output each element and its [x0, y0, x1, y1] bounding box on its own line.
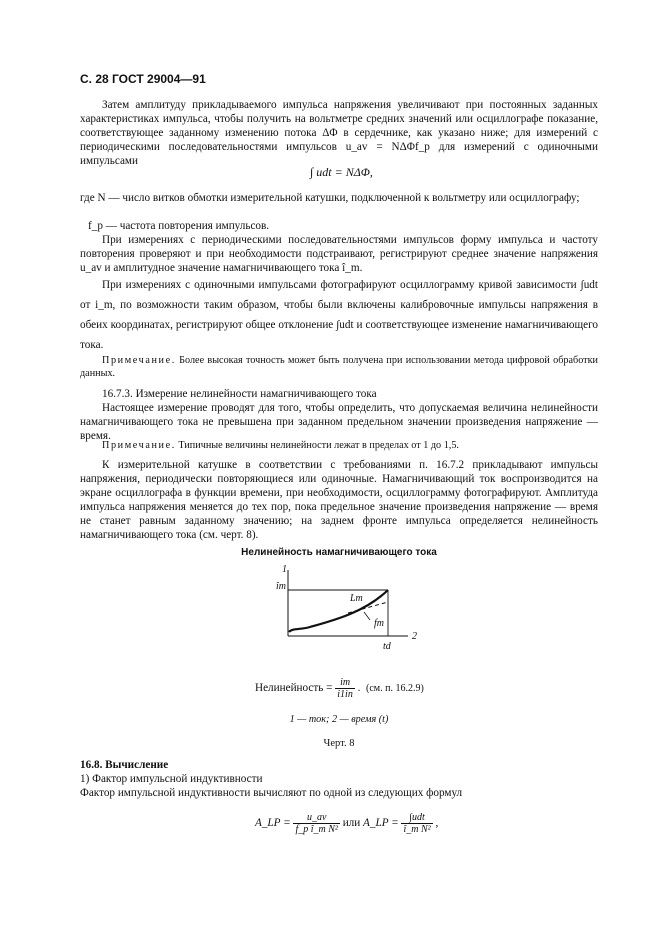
axis-label-current: 1: [282, 564, 287, 575]
page-header: С. 28 ГОСТ 29004—91: [80, 72, 206, 86]
figure-legend: 1 — ток; 2 — время (t): [289, 714, 389, 725]
formula-alp: [255, 808, 438, 838]
nonlinearity-reference: (см. п. 16.2.9): [366, 683, 424, 694]
label-lm: Lm: [350, 593, 363, 604]
formula-tail: ,: [435, 817, 439, 829]
definition-n: где N — число витков обмотки измерительной катушки, подключенной к вольтметру или осциллографу;: [80, 192, 580, 204]
paragraph-nonlinearity: Настоящее измерение проводят для того, чтобы определить, что допускаемая величина нелинейности намагничивающего тока не превышена при заданном предельном значении произведения напряжение — время.: [80, 402, 598, 442]
nonlinearity-fraction: [335, 677, 355, 700]
formula-den-1: f_p î_m N²: [295, 823, 338, 835]
axis-label-time: 2: [412, 631, 417, 642]
nonlinearity-label: Нелинейность =: [255, 682, 333, 694]
formula-lhs-2: A_LP =: [363, 817, 399, 829]
note-2-text: Типичные величины нелинейности лежат в пределах от 1 до 1,5.: [178, 440, 459, 451]
formula-num-2: ∫udt: [401, 812, 432, 824]
paragraph-procedure: К измерительной катушке в соответствии с требованиями п. 16.7.2 прикладывают импульсы напряжения, периодически повторяющиеся или одиночные. Намагничивающий ток воспроизводится на экране осциллографа в функции времени, при необходимости, осциллограмму фотографируют. Амплитуда импульса напряжения меняется до тех пор, пока предельное значение произведения напряжение — время не станет равным заданному значению; на заднем фронте импульса определяется нелинейность намагничивающего тока (см. черт. 8).: [80, 459, 598, 541]
note-1-label: Примечание.: [102, 355, 176, 366]
paragraph-periodic: При измерениях с периодическими последовательностями импульсов форму импульса и частоту повторения проверяют и при необходимости подстраивают, регистрируют среднее значение напряжения u_av и амплитудное значение намагничивающего тока î_m.: [80, 234, 598, 274]
formula-fraction-2: [401, 812, 432, 835]
paragraph-formulas-intro: Фактор импульсной индуктивности вычисляют по одной из следующих формул: [80, 787, 463, 799]
paragraph-amplitude: Затем амплитуду прикладываемого импульса напряжения увеличивают при постоянных заданных характеристиках импульса, чтобы получить на вольтметре средних значений или осциллографе показание, соответствующее заданному изменению потока ΔΦ в сердечнике, как указано ниже; для измерений с периодическими последовательностями импульсов u_av = NΔΦf_p для измерений с одиночными импульсами: [80, 99, 598, 167]
item-1: 1) Фактор импульсной индуктивности: [80, 773, 263, 785]
nonlinearity-denominator: i1in: [337, 688, 353, 700]
note-1-text: Более высокая точность может быть получена при использовании метода цифровой обработки данных.: [80, 355, 599, 379]
paragraph-single: При измерениях с одиночными импульсами фотографируют осциллограмму кривой зависимости ∫udt от i_m, по возможности таким образом, чтобы были включены калибровочные импульсы напряжения в обеих координатах, регистрируют общее отклонение ∫udt и соответствующее изменение намагничивающего тока.: [80, 279, 598, 351]
figure-title: Нелинейность намагничивающего тока: [241, 547, 437, 558]
formula-or: или: [342, 817, 361, 829]
formula-integral: ∫ udt = NΔΦ,: [310, 165, 373, 179]
nonlinearity-figure: [270, 562, 420, 662]
formula-lhs-1: A_LP =: [255, 817, 291, 829]
note-2: [102, 439, 459, 453]
label-td: td: [383, 641, 391, 652]
fm-leader: [364, 612, 370, 620]
section-16-7-3: 16.7.3. Измерение нелинейности намагничивающего тока: [102, 388, 377, 400]
figure-caption: Черт. 8: [323, 738, 355, 749]
nonlinearity-numerator: im: [335, 677, 355, 689]
formula-fraction-1: [293, 812, 339, 835]
label-fm: fm: [374, 618, 384, 629]
definition-fp: f_p — частота повторения импульсов.: [88, 220, 270, 232]
label-im: îm: [276, 581, 286, 592]
note-2-label: Примечание.: [102, 440, 176, 451]
formula-den-2: î_m N²: [403, 823, 431, 835]
section-16-8: 16.8. Вычисление: [80, 759, 169, 771]
note-1: [80, 354, 598, 380]
nonlinearity-formula: Нелинейность = $\frac{im}{i1in}$ . (см. п. 16.2.9): [255, 676, 424, 700]
formula-num-1: u_av: [293, 812, 339, 824]
